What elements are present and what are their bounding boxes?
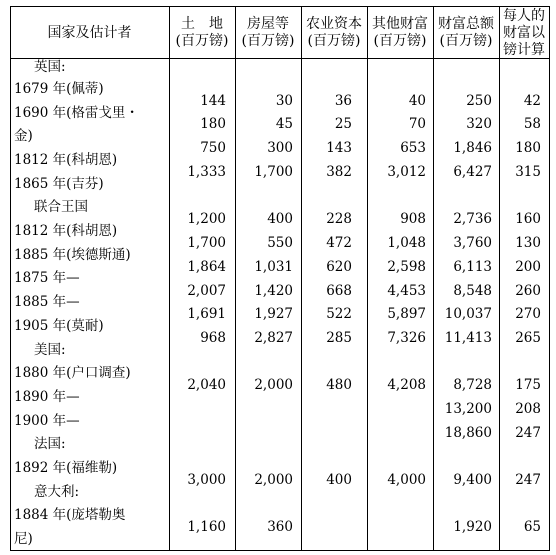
value-other-wealth: 908 [400, 211, 426, 227]
value-total-wealth: 6,113 [453, 259, 492, 275]
value-land: 180 [200, 116, 226, 132]
row-label: 法国: [34, 436, 66, 452]
value-total-wealth: 2,736 [453, 211, 492, 227]
table-right-border [549, 6, 550, 551]
value-land: 2,040 [187, 377, 226, 393]
value-wealth-per-capita: 58 [523, 116, 541, 132]
value-wealth-per-capita: 270 [515, 306, 541, 322]
value-wealth-per-capita: 130 [515, 235, 541, 251]
header-line: (百万镑) [241, 33, 295, 49]
header-country-estimator [10, 10, 169, 56]
row-label: 1885 年(埃德斯通) [14, 247, 131, 263]
value-agricultural-capital: 400 [326, 472, 352, 488]
value-houses: 360 [267, 519, 293, 535]
value-houses: 2,000 [254, 472, 293, 488]
value-agricultural-capital: 36 [334, 93, 352, 109]
value-houses: 1,927 [254, 306, 293, 322]
row-label: 1890 年— [14, 389, 80, 405]
header-line: (百万镑) [373, 33, 427, 49]
value-wealth-per-capita: 247 [515, 425, 541, 441]
value-wealth-per-capita: 247 [515, 472, 541, 488]
value-land: 144 [200, 93, 226, 109]
value-wealth-per-capita: 160 [515, 211, 541, 227]
header-houses [235, 10, 301, 56]
row-label: 1900 年— [14, 413, 80, 429]
row-label: 联合王国 [34, 199, 88, 215]
value-total-wealth: 1,846 [453, 140, 492, 156]
row-label: 1880 年(户口调查) [14, 365, 131, 381]
value-other-wealth: 2,598 [387, 259, 426, 275]
value-land: 750 [200, 140, 226, 156]
value-other-wealth: 4,453 [387, 283, 426, 299]
column-divider [301, 6, 302, 551]
header-line: (百万镑) [175, 33, 229, 49]
value-other-wealth: 653 [400, 140, 426, 156]
value-houses: 45 [275, 116, 293, 132]
header-line: 镑计算 [503, 41, 545, 58]
value-total-wealth: 250 [466, 93, 492, 109]
header-line: (百万镑) [307, 33, 361, 49]
value-land: 968 [200, 330, 226, 346]
value-houses: 1,031 [254, 259, 293, 275]
value-agricultural-capital: 480 [326, 377, 352, 393]
row-label: 1690 年(格雷戈里・ [14, 105, 139, 121]
value-land: 1,160 [187, 519, 226, 535]
value-houses: 1,700 [254, 164, 293, 180]
table-left-border [10, 6, 11, 551]
value-wealth-per-capita: 180 [515, 140, 541, 156]
value-agricultural-capital: 620 [326, 259, 352, 275]
value-wealth-per-capita: 260 [515, 283, 541, 299]
header-land [169, 10, 235, 56]
value-total-wealth: 320 [466, 116, 492, 132]
value-land: 1,700 [187, 235, 226, 251]
value-agricultural-capital: 668 [326, 283, 352, 299]
header-wealth-per-capita [499, 8, 549, 58]
value-total-wealth: 8,728 [453, 377, 492, 393]
value-houses: 400 [267, 211, 293, 227]
value-houses: 2,827 [254, 330, 293, 346]
row-label: 1812 年(科胡恩) [14, 223, 118, 239]
row-label: 尼) [14, 531, 33, 547]
row-label: 1875 年— [14, 270, 80, 286]
column-divider [169, 6, 170, 551]
row-label: 1812 年(科胡恩) [14, 152, 118, 168]
value-land: 1,200 [187, 211, 226, 227]
row-label: 英国: [34, 59, 66, 75]
value-other-wealth: 40 [408, 93, 426, 109]
value-total-wealth: 3,760 [453, 235, 492, 251]
value-wealth-per-capita: 42 [523, 93, 541, 109]
header-bottom-border [10, 58, 550, 59]
header-agricultural-capital [301, 10, 367, 56]
value-houses: 30 [275, 93, 293, 109]
value-total-wealth: 6,427 [453, 164, 492, 180]
column-divider [433, 6, 434, 551]
value-other-wealth: 3,012 [387, 164, 426, 180]
column-divider [235, 6, 236, 551]
value-total-wealth: 18,860 [444, 425, 492, 441]
value-total-wealth: 8,548 [453, 283, 492, 299]
row-label: 1885 年— [14, 294, 80, 310]
row-label: 1884 年(庞塔勒奥 [14, 507, 126, 523]
value-wealth-per-capita: 65 [523, 519, 541, 535]
header-other-wealth [367, 10, 433, 56]
row-label: 1679 年(佩蒂) [14, 81, 104, 97]
value-houses: 550 [267, 235, 293, 251]
value-agricultural-capital: 228 [326, 211, 352, 227]
value-agricultural-capital: 522 [326, 306, 352, 322]
value-land: 2,007 [187, 283, 226, 299]
value-land: 3,000 [187, 472, 226, 488]
value-agricultural-capital: 382 [326, 164, 352, 180]
header-total-wealth [433, 10, 499, 56]
value-houses: 2,000 [254, 377, 293, 393]
value-land: 1,864 [187, 259, 226, 275]
row-label: 金) [14, 128, 33, 144]
table-top-border [10, 6, 550, 7]
value-total-wealth: 1,920 [453, 519, 492, 535]
header-line: 每人的 [503, 7, 545, 24]
header-line: 其他财富 [372, 16, 428, 32]
value-other-wealth: 1,048 [387, 235, 426, 251]
header-line: 农业资本 [306, 16, 362, 32]
value-wealth-per-capita: 175 [515, 377, 541, 393]
value-other-wealth: 4,208 [387, 377, 426, 393]
value-other-wealth: 7,326 [387, 330, 426, 346]
value-total-wealth: 10,037 [444, 306, 492, 322]
value-wealth-per-capita: 315 [515, 164, 541, 180]
row-label: 1892 年(福维勒) [14, 460, 118, 476]
header-line: (百万镑) [439, 33, 493, 49]
value-agricultural-capital: 143 [326, 140, 352, 156]
column-divider [499, 6, 500, 551]
value-wealth-per-capita: 200 [515, 259, 541, 275]
value-other-wealth: 5,897 [387, 306, 426, 322]
value-agricultural-capital: 472 [326, 235, 352, 251]
header-line: 国家及估计者 [47, 24, 132, 41]
header-line: 土 地 [181, 16, 223, 32]
value-other-wealth: 4,000 [387, 472, 426, 488]
value-agricultural-capital: 285 [326, 330, 352, 346]
row-label: 美国: [34, 342, 66, 358]
value-agricultural-capital: 25 [334, 116, 352, 132]
row-label: 意大利: [34, 484, 80, 500]
value-wealth-per-capita: 265 [515, 330, 541, 346]
header-line: 财富总额 [438, 16, 494, 32]
value-houses: 300 [267, 140, 293, 156]
row-label: 1865 年(吉芬) [14, 176, 104, 192]
column-divider [367, 6, 368, 551]
row-label: 1905 年(莫耐) [14, 318, 104, 334]
header-line: 房屋等 [247, 16, 289, 32]
value-land: 1,333 [187, 164, 226, 180]
header-line: 财富以 [503, 24, 545, 41]
value-other-wealth: 70 [408, 116, 426, 132]
value-total-wealth: 9,400 [453, 472, 492, 488]
value-total-wealth: 11,413 [444, 330, 492, 346]
value-wealth-per-capita: 208 [515, 401, 541, 417]
value-land: 1,691 [187, 306, 226, 322]
table-bottom-border [10, 550, 550, 551]
value-total-wealth: 13,200 [444, 401, 492, 417]
value-houses: 1,420 [254, 283, 293, 299]
